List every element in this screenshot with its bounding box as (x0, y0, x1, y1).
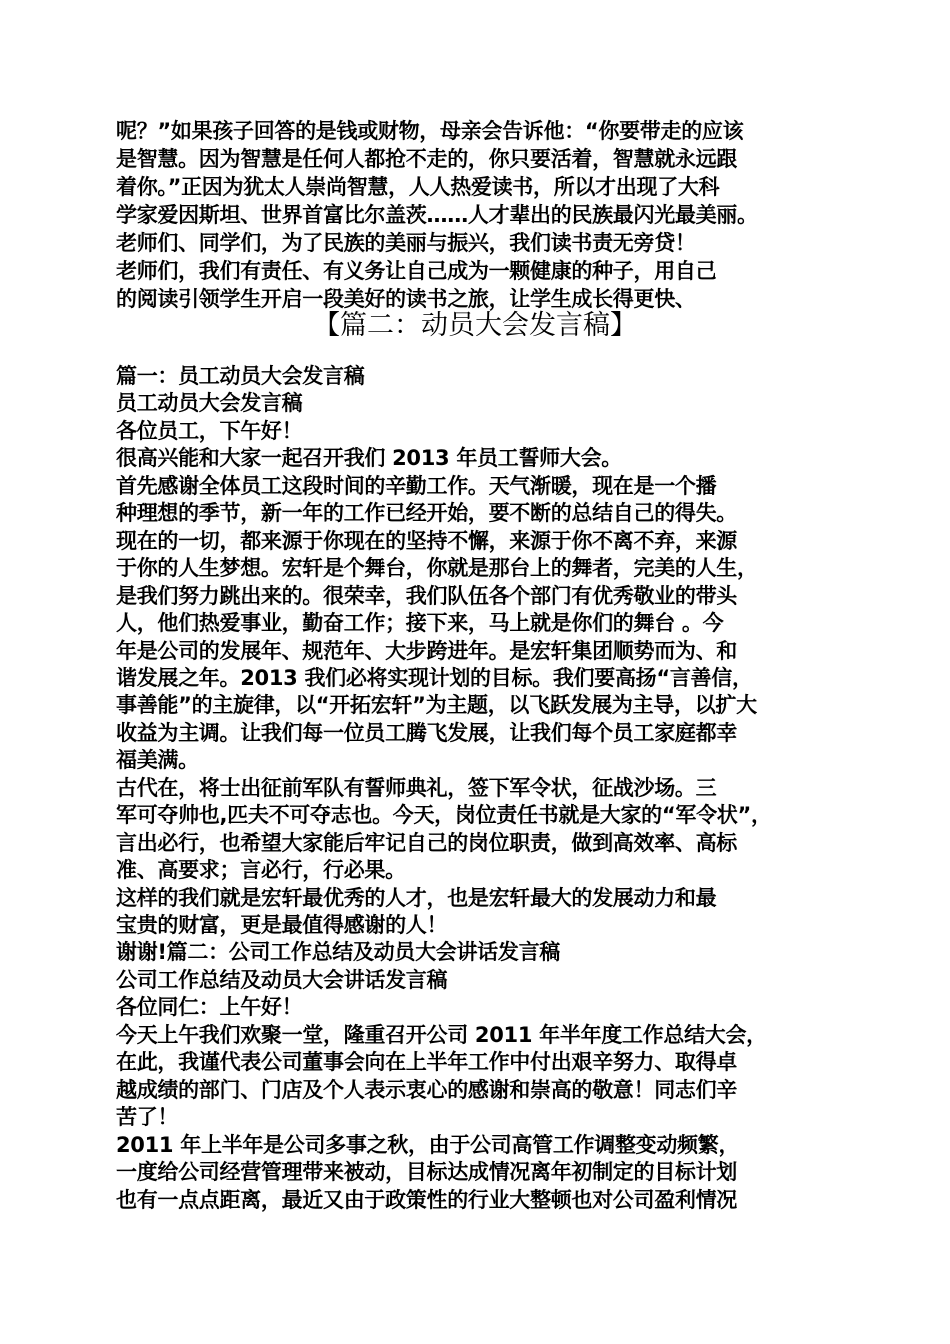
body-text-line: 越成绩的部门、门店及个人表示衷心的感谢和崇高的敬意！同志们辛 (116, 1078, 737, 1102)
intro-text-line: 着你。”正因为犹太人崇尚智慧，人人热爱读书，所以才出现了大科 (116, 175, 720, 199)
intro-text-line: 是智慧。因为智慧是任何人都抢不走的，你只要活着，智慧就永远跟 (116, 147, 737, 171)
body-text-line: 很高兴能和大家一起召开我们 2013 年员工誓师大会。 (116, 446, 622, 470)
body-text-line: 首先感谢全体员工这段时间的辛勤工作。天气渐暖，现在是一个播 (116, 474, 717, 498)
intro-text-line: 学家爱因斯坦、世界首富比尔盖茨……人才辈出的民族最闪光最美丽。 (116, 203, 758, 227)
body-text-line: 现在的一切，都来源于你现在的坚持不懈，来源于你不离不弃，来源 (116, 529, 737, 553)
intro-text-line: 老师们、同学们，为了民族的美丽与振兴，我们读书责无旁贷！ (116, 231, 696, 255)
intro-text-line: 老师们，我们有责任、有义务让自己成为一颗健康的种子，用自己 (116, 259, 717, 283)
body-text-line: 今天上午我们欢聚一堂，隆重召开公司 2011 年半年度工作总结大会， (116, 1023, 767, 1047)
body-text-line: 是我们努力跳出来的。很荣幸，我们队伍各个部门有优秀敬业的带头 (116, 584, 737, 608)
body-text-line: 谐发展之年。2013 我们必将实现计划的目标。我们要高扬“言善信， (116, 666, 753, 690)
body-text-line: 各位员工，下午好！ (116, 419, 303, 443)
body-text-line: 公司工作总结及动员大会讲话发言稿 (116, 968, 448, 992)
body-text-line: 在此，我谨代表公司董事会向在上半年工作中付出艰辛努力、取得卓 (116, 1050, 737, 1074)
section-title: 【篇二：动员大会发言稿】 (313, 310, 637, 341)
body-text-line: 事善能”的主旋律，以“开拓宏轩”为主题，以飞跃发展为主导，以扩大 (116, 693, 757, 717)
body-text-line: 一度给公司经营管理带来被动，目标达成情况离年初制定的目标计划 (116, 1160, 737, 1184)
body-text-line: 各位同仁：上午好！ (116, 995, 303, 1019)
intro-text-line: 呢？”如果孩子回答的是钱或财物，母亲会告诉他：“你要带走的应该 (116, 119, 744, 143)
body-text-line: 人，他们热爱事业，勤奋工作；接下来，马上就是你们的舞台 。今 (116, 611, 724, 635)
body-text-line: 也有一点点距离，最近又由于政策性的行业大整顿也对公司盈利情况 (116, 1188, 737, 1212)
body-text-line: 准、高要求；言必行，行必果。 (116, 858, 406, 882)
body-text-line: 古代在，将士出征前军队有誓师典礼，签下军令状，征战沙场。三 (116, 776, 717, 800)
body-text-line: 福美满。 (116, 748, 199, 772)
body-text-line: 这样的我们就是宏轩最优秀的人才，也是宏轩最大的发展动力和最 (116, 886, 717, 910)
body-text-line: 苦了！ (116, 1105, 179, 1129)
body-text-line: 收益为主调。让我们每一位员工腾飞发展，让我们每个员工家庭都幸 (116, 721, 737, 745)
body-text-line: 2011 年上半年是公司多事之秋，由于公司高管工作调整变动频繁， (116, 1133, 740, 1157)
body-text-line: 宝贵的财富，更是最值得感谢的人！ (116, 913, 448, 937)
body-text-line: 谢谢!篇二：公司工作总结及动员大会讲话发言稿 (116, 940, 560, 964)
body-text-line: 于你的人生梦想。宏轩是个舞台，你就是那台上的舞者，完美的人生， (116, 556, 758, 580)
body-text-line: 言出必行，也希望大家能后牢记自己的岗位职责，做到高效率、高标 (116, 831, 737, 855)
intro-text-line: 的阅读引领学生开启一段美好的读书之旅，让学生成长得更快、 (116, 287, 696, 311)
body-text-line: 员工动员大会发言稿 (116, 391, 303, 415)
body-text-line: 军可夺帅也,匹夫不可夺志也。今天，岗位责任书就是大家的“军令状”， (116, 803, 772, 827)
body-text-line: 篇一：员工动员大会发言稿 (116, 364, 365, 388)
body-text-line: 种理想的季节，新一年的工作已经开始，要不断的总结自己的得失。 (116, 501, 737, 525)
body-text-line: 年是公司的发展年、规范年、大步跨进年。是宏轩集团顺势而为、和 (116, 639, 737, 663)
